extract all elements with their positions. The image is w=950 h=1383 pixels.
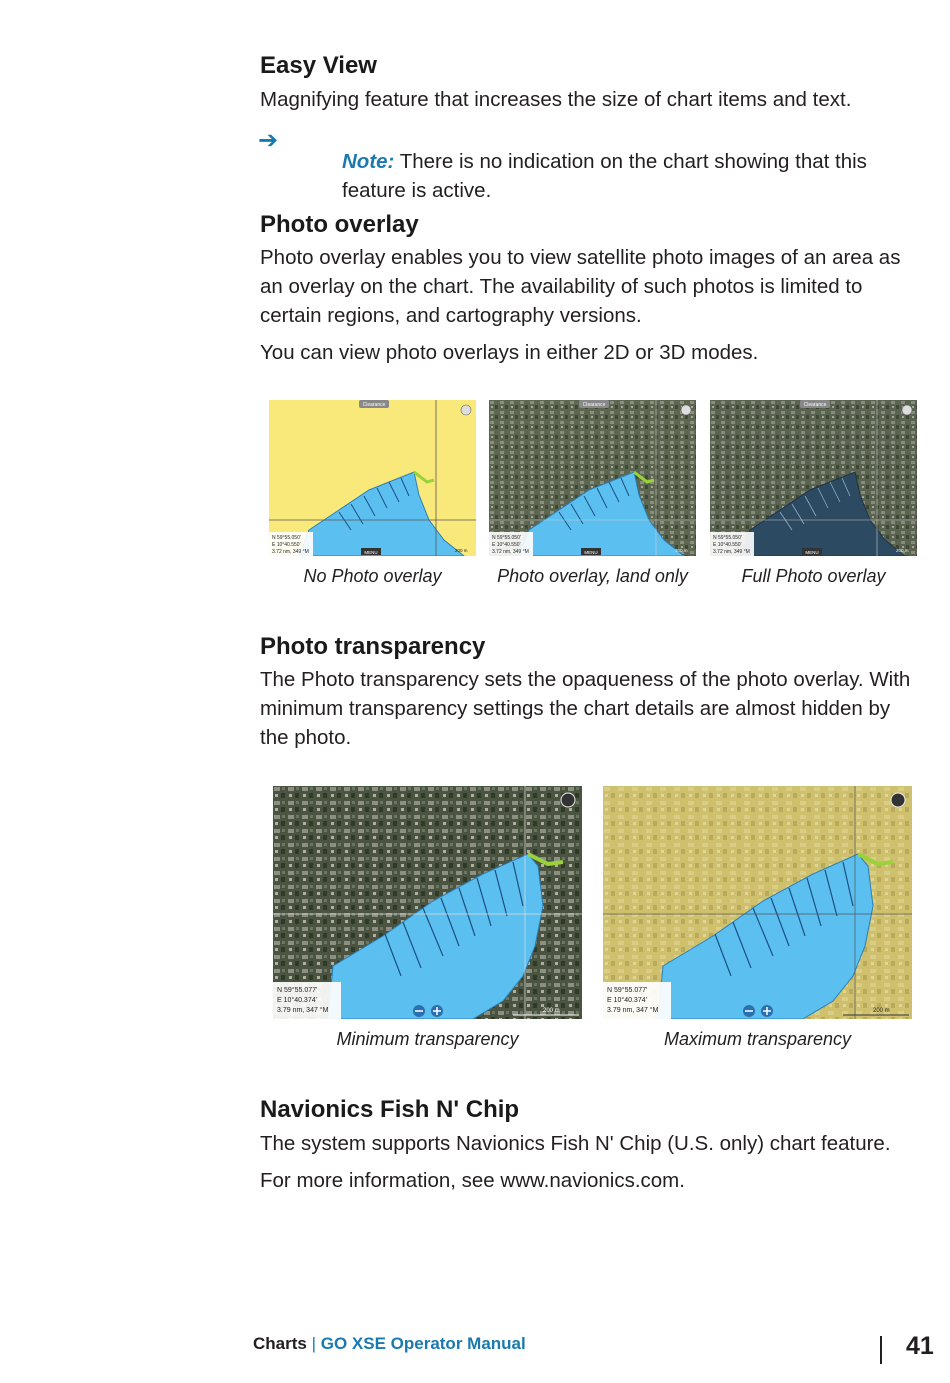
zoom-in-icon[interactable] (761, 1005, 773, 1017)
coord-range: 3.72 nm, 349 °M (272, 549, 309, 555)
caption-full-photo-overlay: Full Photo overlay (741, 566, 886, 586)
scale-label: 200 m (675, 548, 688, 553)
chart-tag: Clearance (582, 402, 606, 408)
note-arrow-icon: ➔ (258, 127, 279, 154)
heading-photo-overlay: Photo overlay (260, 211, 419, 238)
coord-lat: N 59°55.077' (607, 987, 648, 994)
menu-button-label: MENU (805, 550, 819, 555)
page-number: 41 (906, 1332, 934, 1360)
scale-label: 200 m (896, 548, 909, 553)
coord-range: 3.79 nm, 347 °M (277, 1007, 329, 1014)
caption-photo-overlay-land-only: Photo overlay, land only (497, 566, 688, 586)
coord-lat: N 59°55.050' (272, 535, 301, 541)
chart-minimum-transparency (273, 786, 582, 1019)
zoom-out-icon[interactable] (413, 1005, 425, 1017)
coord-lon: E 10°40.550' (272, 542, 301, 548)
note-label: Note: (342, 149, 395, 173)
coord-lon: E 10°40.374' (607, 997, 647, 1004)
coord-lat: N 59°55.050' (492, 535, 521, 541)
coord-lat: N 59°55.077' (277, 987, 318, 994)
chart-tag: Clearance (362, 402, 386, 408)
heading-navionics-fish-n-chip: Navionics Fish N' Chip (260, 1096, 520, 1123)
chart-photo-overlay-land-only (489, 400, 696, 556)
footer-separator: | (306, 1334, 321, 1353)
fish-n-chip-description: The system supports Navionics Fish N' Chip (U.S. only) chart feature. (260, 1132, 891, 1155)
coord-range: 3.72 nm, 349 °M (713, 549, 750, 555)
note-text: There is no indication on the chart showing that this feature is active. (342, 149, 867, 202)
coord-lat: N 59°55.050' (713, 535, 742, 541)
easy-view-description: Magnifying feature that increases the size of chart items and text. (260, 88, 852, 111)
caption-maximum-transparency: Maximum transparency (663, 1029, 852, 1049)
scale-label: 200 m (873, 1008, 890, 1014)
photo-transparency-description: The Photo transparency sets the opaqueness of the photo overlay. With minimum transparency settings the chart details are almost hidden by the photo. (260, 668, 911, 749)
note-easy-view (342, 147, 922, 205)
chart-no-photo-overlay (269, 400, 476, 556)
chart-maximum-transparency (603, 786, 912, 1019)
menu-button-label: MENU (364, 550, 378, 555)
footer-manual-title: GO XSE Operator Manual (320, 1334, 526, 1353)
zoom-out-icon[interactable] (743, 1005, 755, 1017)
heading-easy-view: Easy View (260, 52, 377, 79)
chart-tag: Clearance (803, 402, 827, 408)
coord-lon: E 10°40.550' (492, 542, 521, 548)
page-footer (253, 1334, 526, 1354)
heading-photo-transparency: Photo transparency (260, 633, 486, 660)
chart-full-photo-overlay (710, 400, 917, 556)
caption-no-photo-overlay: No Photo overlay (303, 566, 442, 586)
photo-overlay-description: Photo overlay enables you to view satellite photo images of an area as an overlay on the chart. The availability of such photos is limited to certain regions, and cartography versions. (260, 246, 901, 327)
photo-overlay-modes: You can view photo overlays in either 2D or 3D modes. (260, 341, 759, 364)
zoom-in-icon[interactable] (431, 1005, 443, 1017)
scale-label: 200 m (455, 548, 468, 553)
menu-button-label: MENU (584, 550, 598, 555)
coord-lon: E 10°40.374' (277, 997, 317, 1004)
fish-n-chip-more-info: For more information, see www.navionics.com. (260, 1169, 685, 1192)
scale-label: 200 m (543, 1008, 560, 1014)
coord-range: 3.72 nm, 349 °M (492, 549, 529, 555)
coord-range: 3.79 nm, 347 °M (607, 1007, 659, 1014)
coord-lon: E 10°40.550' (713, 542, 742, 548)
caption-minimum-transparency: Minimum transparency (336, 1029, 519, 1049)
footer-section: Charts (253, 1334, 307, 1353)
page-number-divider (880, 1336, 882, 1364)
